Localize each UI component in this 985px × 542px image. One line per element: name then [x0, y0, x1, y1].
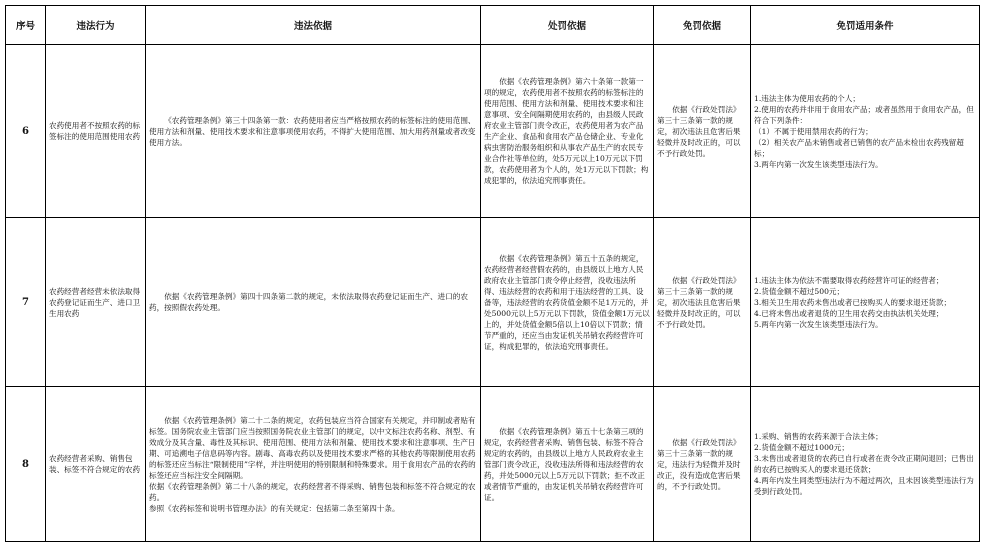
- penalty-cell: 依据《农药管理条例》第五十七条第三项的规定，农药经营者采购、销售包装、标签不符合规定的农药的，由县级以上地方人民政府农业主管部门责令改正，没收违法所得和违法经营的农药，并处5000元以上5万元以下罚款；拒不改正或者情节严重的，由发证机关吊销农药经营许可证。: [481, 387, 654, 542]
- table-row: [6, 218, 980, 387]
- header-conditions: 免罚适用条件: [751, 6, 980, 45]
- exemption-cell: 依据《行政处罚法》第三十三条第一款的规定，违法行为轻微并及时改正，没有造成危害后果的，不予行政处罚。: [654, 387, 751, 542]
- penalty-cell: 依据《农药管理条例》第五十五条的规定，农药经营者经营假农药的，由县级以上地方人民政府农业主管部门责令停止经营，没收违法所得、违法经营的农药和用于违法经营的工具、设备等，违法经营的农药货值金额不足1万元的，并处5000元以上5万元以下罚款，货值金额1万元以上的，并处货值金额5倍以上10倍以下罚款；情节严重的，还应当由发证机关吊销农药经营许可证，构成犯罪的，依法追究刑事责任。: [481, 218, 654, 387]
- conditions-cell: 1.违法主体为依法不需要取得农药经营许可证的经营者； 2.货值金额不超过500元； 3.相关卫生用农药未售出或者已按购买人的要求退还货款； 4.已将未售出或者退货的卫生用农药交由执法机关处理； 5.两年内第一次发生该类型违法行为。: [751, 218, 980, 387]
- conditions-cell: 1.采购、销售的农药来源于合法主体； 2.货值金额不超过1000元； 3.未售出或者退货的农药已自行或者在责令改正期间退回；已售出的农药已按购买人的要求退还货款； 4.两年内发生同类型违法行为不超过两次，且未因该类型违法行为受到行政处罚。: [751, 387, 980, 542]
- exemption-cell: 依据《行政处罚法》第三十三条第一款的规定，初次违法且危害后果轻微并及时改正的，可以不予行政处罚。: [654, 45, 751, 218]
- basis-cell: 依据《农药管理条例》第二十二条的规定，农药包装应当符合国家有关规定，并印制或者贴有标签。国务院农业主管部门应当按照国务院农业主管部门的规定，以中文标注农药名称、剂型、有效成分及其含量、毒性及其标识、使用范围、使用方法和剂量、使用技术要求和注意事项、生产日期、可追溯电子信息码等内容。剧毒、高毒农药以及使用技术要求严格的其他农药等限制使用农药的标签还应当标注“限制使用”字样，并注明使用的特别限制和特殊要求。用于食用农产品的农药的标签还应当标注安全间隔期。 依据《农药管理条例》第二十八条的规定，农药经营者不得采购、销售包装和标签不符合规定的农药。 参照《农药标签和说明书管理办法》的有关规定：包括第二条至第四十条。: [146, 387, 481, 542]
- header-row: [6, 6, 980, 45]
- exemption-cell: 依据《行政处罚法》第三十三条第一款的规定，初次违法且危害后果轻微并及时改正的，可以不予行政处罚。: [654, 218, 751, 387]
- table-row: [6, 45, 980, 218]
- basis-cell: 依据《农药管理条例》第四十四条第二款的规定，未依法取得农药登记证而生产、进口的农药，按照假农药处理。: [146, 218, 481, 387]
- regulation-table-container: [5, 5, 980, 542]
- violation-cell: 农药经营者经营未依法取得农药登记证而生产、进口卫生用农药: [46, 218, 146, 387]
- header-exemption-basis: 免罚依据: [654, 6, 751, 45]
- conditions-cell: 1.违法主体为使用农药的个人； 2.使用的农药并非用于食用农产品；或者虽然用于食用农产品，但符合下列条件： （1）不属于使用禁用农药的行为； （2）相关农产品未销售或者已销售的农产品未检出农药残留超标； 3.两年内第一次发生该类型违法行为。: [751, 45, 980, 218]
- violation-cell: 农药使用者不按照农药的标签标注的使用范围使用农药: [46, 45, 146, 218]
- penalty-exemption-table: [5, 5, 980, 542]
- row-number: 7: [6, 218, 46, 387]
- header-penalty-basis: 处罚依据: [481, 6, 654, 45]
- header-basis: 违法依据: [146, 6, 481, 45]
- row-number: 6: [6, 45, 46, 218]
- penalty-cell: 依据《农药管理条例》第六十条第一款第一项的规定，农药使用者不按照农药的标签标注的使用范围、使用方法和剂量、使用技术要求和注意事项、安全间隔期使用农药的，由县级人民政府农业主管部门责令改正，农药使用者为农产品生产企业、食品和食用农产品仓储企业、专业化病虫害防治服务组织和从事农产品生产的农民专业合作社等单位的，处5万元以上10万元以下罚款，农药使用者为个人的，处1万元以下罚款；构成犯罪的，依法追究刑事责任。: [481, 45, 654, 218]
- table-row: [6, 387, 980, 542]
- violation-cell: 农药经营者采购、销售包装、标签不符合规定的农药: [46, 387, 146, 542]
- row-number: 8: [6, 387, 46, 542]
- header-violation: 违法行为: [46, 6, 146, 45]
- header-no: 序号: [6, 6, 46, 45]
- basis-cell: 《农药管理条例》第三十四条第一款：农药使用者应当严格按照农药的标签标注的使用范围、使用方法和剂量、使用技术要求和注意事项使用农药，不得扩大使用范围、加大用药剂量或者改变使用方法。: [146, 45, 481, 218]
